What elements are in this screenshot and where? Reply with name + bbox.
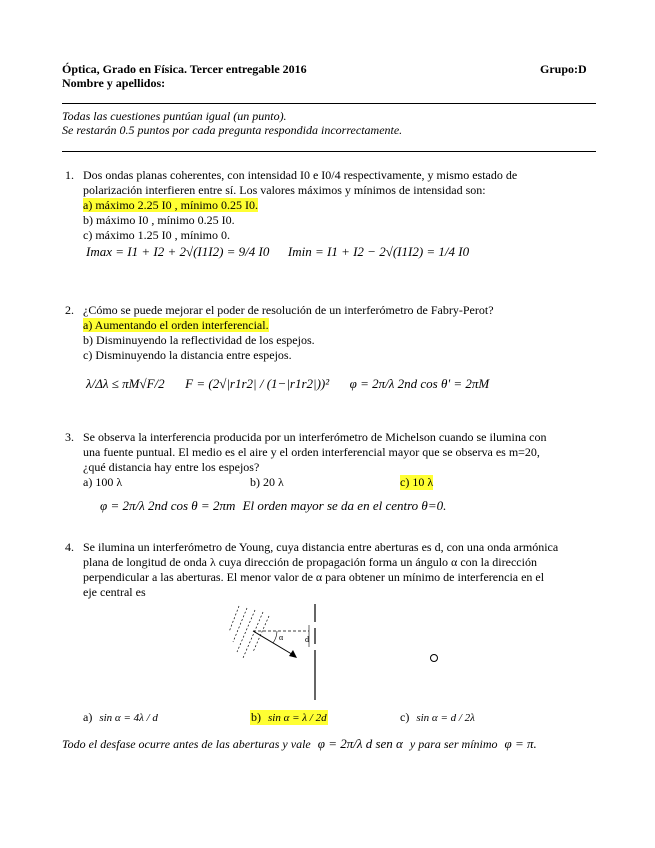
- option-equation: sin α = d / 2λ: [416, 712, 475, 724]
- q3-note: El orden mayor se da en el centro θ=0.: [242, 498, 447, 513]
- eq-phase: φ = 2π/λ d sen α: [317, 736, 403, 751]
- question-number: 3.: [65, 430, 74, 444]
- eq-finesse: F = (2√|r1r2| / (1−|r1r2|))²: [185, 376, 330, 391]
- option-b[interactable]: b) máximo I0 , mínimo 0.25 I0.: [83, 213, 235, 227]
- q3-equation-row: [100, 498, 446, 514]
- option-equation: sin α = λ / 2d: [268, 712, 327, 724]
- option-label: c): [400, 710, 410, 724]
- eq-resolution: λ/Δλ ≤ πM√F/2: [86, 376, 165, 391]
- question-number: 1.: [65, 168, 74, 182]
- question-4: [65, 540, 596, 600]
- question-text-line: eje central es: [83, 585, 146, 599]
- angle-arc: [273, 631, 277, 643]
- question-text-line: ¿Cómo se puede mejorar el poder de resolución de un interferómetro de Fabry-Perot?: [83, 303, 494, 317]
- option-b[interactable]: b) Disminuyendo la reflectividad de los espejos.: [83, 333, 315, 347]
- option-b[interactable]: b) 20 λ: [250, 475, 284, 489]
- question-text-line: Se observa la interferencia producida por un interferómetro de Michelson cuando se ilumina con: [83, 430, 547, 444]
- question-text-line: polarización interfieren entre sí. Los valores máximos y mínimos de intensidad son:: [83, 183, 486, 197]
- option-equation: sin α = 4λ / d: [99, 712, 158, 724]
- question-text-line: ¿qué distancia hay entre los espejos?: [83, 460, 260, 474]
- label-d: d: [305, 635, 309, 644]
- exam-title: Óptica, Grado en Física. Tercer entregable 2016: [62, 62, 307, 76]
- option-c[interactable]: [400, 710, 475, 725]
- explanation-text: Todo el desfase ocurre antes de las aberturas y vale: [62, 737, 311, 751]
- eq-phase: φ = 2π/λ 2nd cos θ = 2πm: [100, 498, 236, 513]
- option-a-correct[interactable]: a) máximo 2.25 I0 , mínimo 0.25 I0.: [83, 198, 258, 212]
- question-number: 2.: [65, 303, 74, 317]
- question-2: [65, 303, 596, 363]
- top-rule: [62, 103, 596, 104]
- bottom-rule: [62, 151, 596, 152]
- eq-min: Imin = I1 + I2 − 2√(I1I2) = 1/4 I0: [287, 244, 470, 259]
- option-c[interactable]: c) Disminuyendo la distancia entre espejos.: [83, 348, 292, 362]
- propagation-arrow: [253, 631, 295, 656]
- question-text-line: Dos ondas planas coherentes, con intensidad I0 e I0/4 respectivamente, y mismo estado de: [83, 168, 518, 182]
- instructions-line2: Se restarán 0.5 puntos por cada pregunta respondida incorrectamente.: [62, 123, 403, 137]
- label-alpha: α: [279, 633, 284, 642]
- eq-minimum: φ = π.: [504, 736, 537, 751]
- name-label: Nombre y apellidos:: [62, 76, 166, 90]
- question-text-line: perpendicular a las aberturas. El menor valor de α para obtener un mínimo de interferencia en el: [83, 570, 545, 584]
- instructions-line1: Todas las cuestiones puntúan igual (un punto).: [62, 109, 287, 123]
- arrowhead: [289, 650, 297, 658]
- q2-equations: [86, 376, 489, 392]
- option-c[interactable]: c) máximo 1.25 I0 , mínimo 0.: [83, 228, 230, 242]
- question-text-line: Se ilumina un interferómetro de Young, cuya distancia entre aberturas es d, con una onda armónica: [83, 540, 559, 554]
- young-diagram: [225, 600, 335, 705]
- group-label: Grupo:D: [540, 62, 587, 76]
- option-a-correct[interactable]: a) Aumentando el orden interferencial.: [83, 318, 269, 332]
- question-number: 4.: [65, 540, 74, 554]
- question-text-line: plana de longitud de onda λ cuya dirección de propagación forma un ángulo α con la dirección: [83, 555, 537, 569]
- option-label: b): [251, 710, 261, 724]
- question-3: [65, 430, 596, 475]
- option-b-correct[interactable]: [250, 710, 328, 725]
- question-text-line: una fuente puntual. El medio es el aire y el orden interferencial mayor que se observa es m=20,: [83, 445, 540, 459]
- option-label: a): [83, 710, 93, 724]
- option-a[interactable]: a) 100 λ: [83, 475, 123, 489]
- q1-equations: [86, 244, 469, 260]
- eq-phase: φ = 2π/λ 2nd cos θ' = 2πM: [349, 376, 490, 391]
- option-a[interactable]: [83, 710, 158, 725]
- eq-max: Imax = I1 + I2 + 2√(I1I2) = 9/4 I0: [86, 244, 270, 259]
- small-circle-mark: [430, 654, 438, 662]
- option-c-correct[interactable]: c) 10 λ: [400, 475, 434, 489]
- explanation-text: y para ser mínimo: [409, 737, 498, 751]
- wavefront-lines: [229, 606, 269, 658]
- q4-explanation: [62, 736, 537, 752]
- question-1: [65, 168, 596, 243]
